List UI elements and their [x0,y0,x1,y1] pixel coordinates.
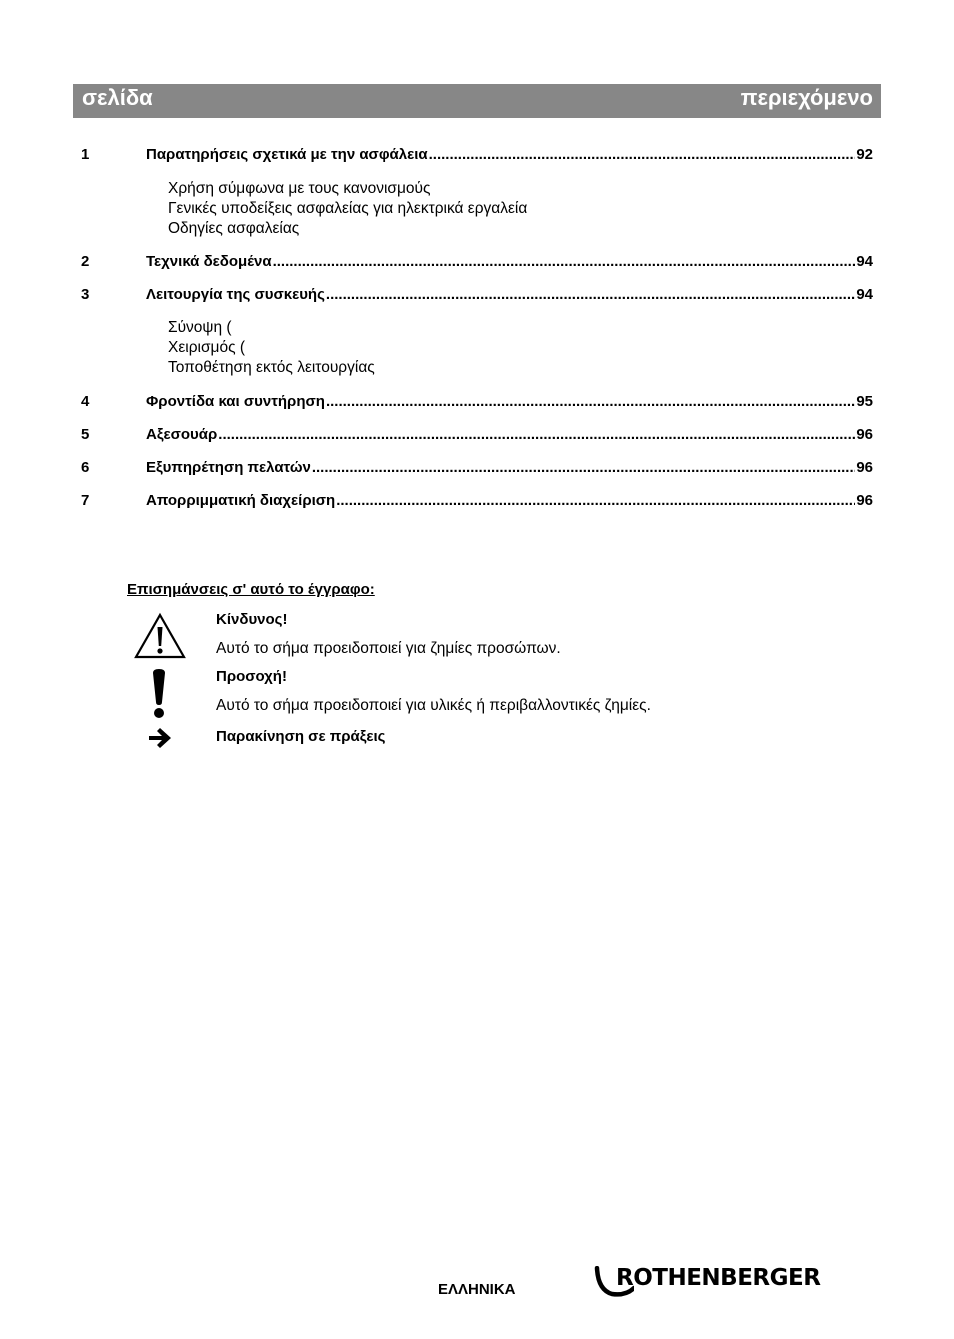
arrow-right-icon [147,727,173,749]
toc-title: Φροντίδα και συντήρηση [146,393,325,410]
toc-subitem[interactable]: Χρήση σύμφωνα με τους κανονισμούς [168,180,431,197]
toc-leader-dots [312,459,855,477]
toc-page-number: 92 [856,146,873,163]
toc-entry[interactable] [81,459,873,477]
toc-entry[interactable] [81,146,873,164]
toc-number: 3 [81,286,90,303]
toc-entry[interactable] [81,492,873,510]
toc-number: 1 [81,146,90,163]
toc-subitem[interactable]: Τοποθέτηση εκτός λειτουργίας [168,359,375,376]
toc-page-number: 95 [856,393,873,410]
toc-number: 7 [81,492,90,509]
toc-page-number: 94 [856,286,873,303]
notes-heading: Επισημάνσεις σ' αυτό το έγγραφο: [127,581,375,598]
toc-leader-dots [273,253,856,271]
toc-title: Τεχνικά δεδομένα [146,253,272,270]
danger-text: Αυτό το σήμα προειδοποιεί για ζημίες προσώπων. [216,640,561,657]
danger-title: Κίνδυνος! [216,611,288,628]
header-bar [73,84,881,118]
logo-text: ROTHENBERGER [616,1265,821,1291]
toc-number: 2 [81,253,90,270]
toc-subitem[interactable]: Οδηγίες ασφαλείας [168,220,300,237]
toc-leader-dots [326,393,855,411]
toc-number: 5 [81,426,90,443]
footer-language: ΕΛΛΗΝΙΚΑ [438,1281,516,1298]
toc-entry[interactable] [81,393,873,411]
toc-title: Λειτουργία της συσκευής [146,286,325,303]
toc-title: Αξεσουάρ [146,426,218,443]
header-left-label: σελίδα [82,85,153,110]
action-title: Παρακίνηση σε πράξεις [216,728,386,745]
toc-entry[interactable] [81,286,873,304]
toc-leader-dots [336,492,855,510]
toc-leader-dots [429,146,856,164]
toc-title: Εξυπηρέτηση πελατών [146,459,311,476]
header-right-label: περιεχόμενο [740,85,873,110]
warning-triangle-icon [133,612,187,660]
toc-leader-dots [326,286,855,304]
toc-page-number: 94 [856,253,873,270]
toc-subitem[interactable]: Γενικές υποδείξεις ασφαλείας για ηλεκτρικά εργαλεία [168,200,528,217]
toc-number: 4 [81,393,90,410]
toc-page-number: 96 [856,426,873,443]
toc-subitems [168,179,527,239]
toc-page-number: 96 [856,459,873,476]
rothenberger-logo [594,1264,826,1298]
toc-entry[interactable] [81,426,873,444]
toc-subitem[interactable]: Χειρισμός ( [168,339,246,356]
toc-entry[interactable] [81,253,873,271]
exclamation-icon [150,668,168,720]
toc-subitem[interactable]: Σύνοψη ( [168,319,232,336]
toc-leader-dots [218,426,855,444]
toc-page-number: 96 [856,492,873,509]
toc-title: Απορριμματική διαχείριση [146,492,336,509]
toc-subitems [168,318,375,378]
toc-number: 6 [81,459,90,476]
toc-title: Παρατηρήσεις σχετικά με την ασφάλεια [146,146,428,163]
caution-text: Αυτό το σήμα προειδοποιεί για υλικές ή περιβαλλοντικές ζημίες. [216,697,651,714]
caution-title: Προσοχή! [216,668,287,685]
